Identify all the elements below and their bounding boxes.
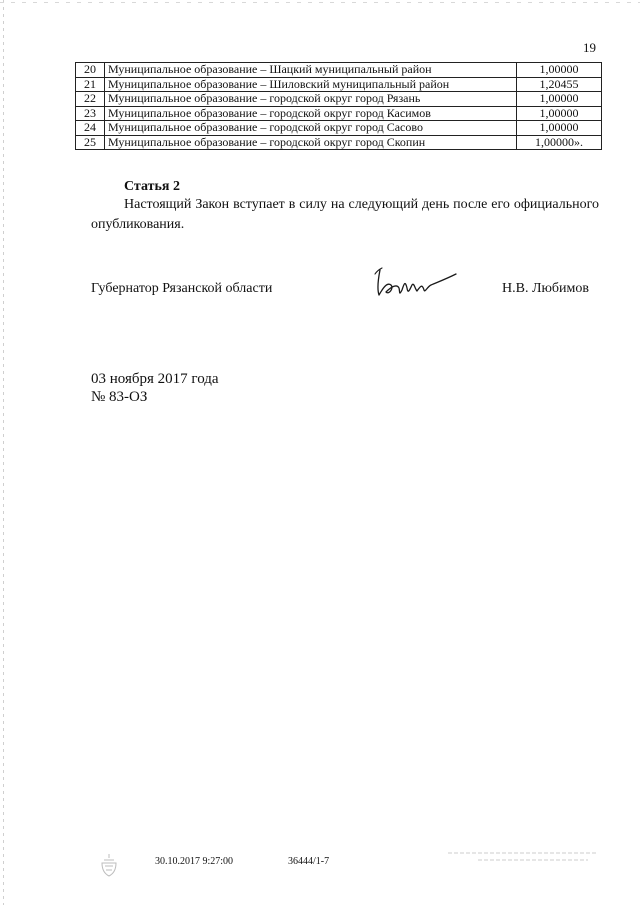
row-coefficient: 1,20455 [517, 77, 602, 92]
row-municipality: Муниципальное образование – городской округ город Касимов [105, 106, 517, 121]
row-municipality: Муниципальное образование – городской округ город Скопин [105, 135, 517, 150]
table-row [76, 121, 602, 136]
emblem-icon [96, 852, 122, 878]
table-row [76, 77, 602, 92]
row-number: 22 [76, 92, 105, 107]
article-title: Статья 2 [124, 179, 180, 194]
article-text: Настоящий Закон вступает в силу на следующий день после его официального опубликования. [91, 197, 599, 232]
signatory-position: Губернатор Рязанской области [91, 281, 273, 296]
row-municipality: Муниципальное образование – Шиловский муниципальный район [105, 77, 517, 92]
row-coefficient: 1,00000 [517, 121, 602, 136]
footer-timestamp: 30.10.2017 9:27:00 [155, 856, 234, 867]
table-row [76, 135, 602, 150]
row-coefficient: 1,00000 [517, 92, 602, 107]
row-municipality: Муниципальное образование – городской округ город Рязань [105, 92, 517, 107]
signature-icon [372, 262, 464, 302]
footer-document-code: 36444/1-7 [288, 856, 330, 867]
law-date: 03 ноября 2017 года [91, 371, 219, 387]
table-row [76, 106, 602, 121]
scan-edge-top [0, 2, 640, 3]
row-municipality: Муниципальное образование – городской округ город Сасово [105, 121, 517, 136]
page-number: 19 [583, 40, 596, 55]
row-number: 20 [76, 63, 105, 78]
signatory-name: Н.В. Любимов [502, 281, 589, 296]
row-coefficient: 1,00000 [517, 106, 602, 121]
row-coefficient: 1,00000». [517, 135, 602, 150]
row-coefficient: 1,00000 [517, 63, 602, 78]
row-municipality: Муниципальное образование – Шацкий муниципальный район [105, 63, 517, 78]
municipal-coefficients-table [75, 62, 602, 150]
row-number: 24 [76, 121, 105, 136]
table-row [76, 92, 602, 107]
law-number: № 83-ОЗ [91, 389, 148, 405]
faint-registration-stamp [448, 852, 608, 866]
scan-edge-left [3, 0, 4, 905]
row-number: 21 [76, 77, 105, 92]
row-number: 25 [76, 135, 105, 150]
table-row [76, 63, 602, 78]
row-number: 23 [76, 106, 105, 121]
